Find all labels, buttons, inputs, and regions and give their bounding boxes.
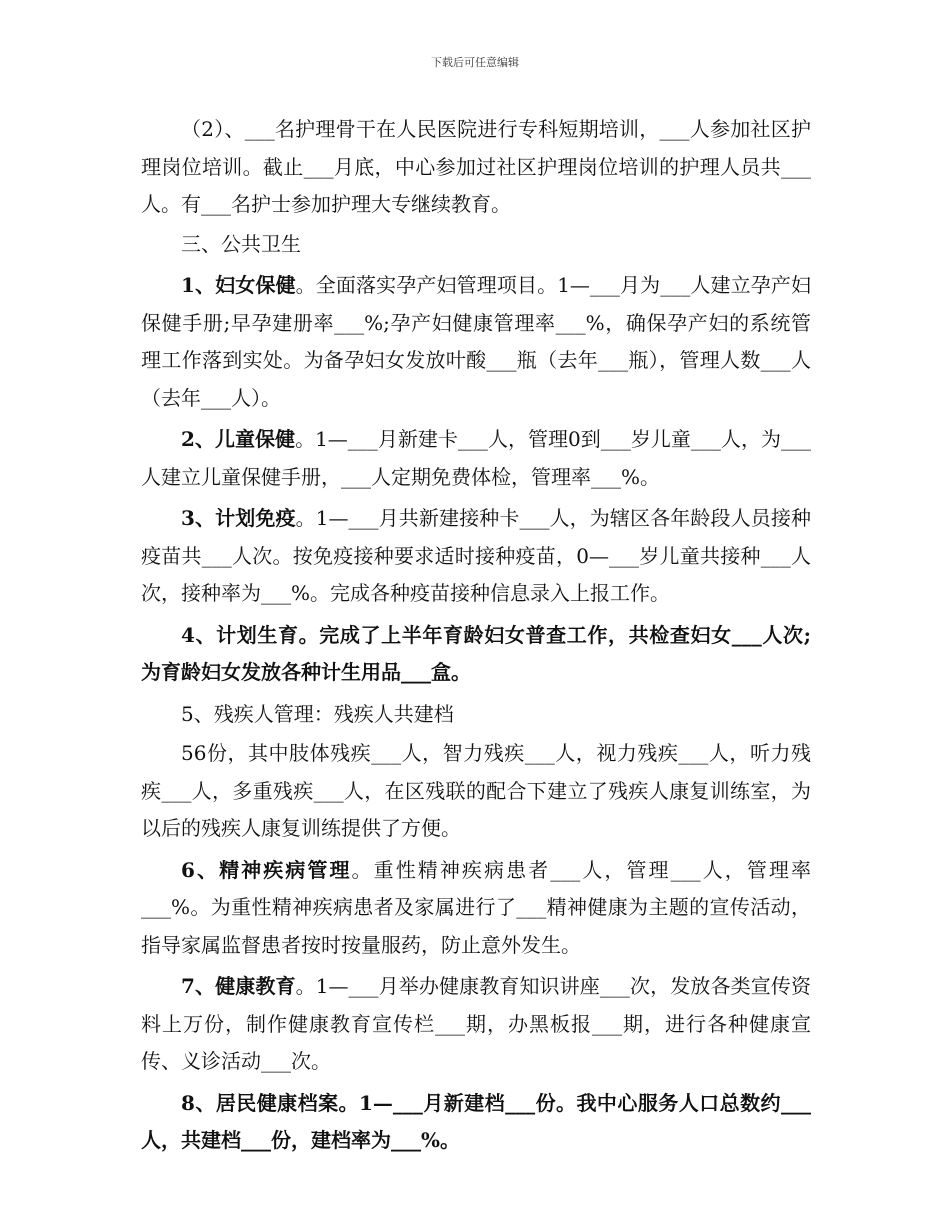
paragraph-text: （2）、___名护理骨干在人民医院进行专科短期培训，___人参加社区护理岗位培训。截止___月底，中心参加过社区护理岗位培训的护理人员共___人。有___名护士参加护理大专继续教育。 — [141, 117, 811, 216]
paragraph-text: 8、居民健康档案。1—___月新建档___份。我中心服务人口总数约___人，共建档___份，建档率为___%。 — [141, 1090, 811, 1152]
paragraph-disability-heading — [141, 696, 811, 734]
paragraph-nursing-training — [141, 111, 811, 224]
paragraph-disability-detail — [141, 735, 811, 848]
page-header: 下载后可任意编辑 — [431, 56, 519, 69]
paragraph-text: 。1—___月共新建接种卡___人，为辖区各年龄段人员接种疫苗共___人次。按免疫接种要求适时接种疫苗，0—___岁儿童共接种___人次，接种率为___%。完成各种疫苗接种信息录入上报工作。 — [141, 506, 811, 605]
paragraph-text: 。全面落实孕产妇管理项目。1—___月为___人建立孕产妇保健手册;早孕建册率___%;孕产妇健康管理率___%，确保孕产妇的系统管理工作落到实处。为备孕妇女发放叶酸___瓶（去年___瓶），管理人数___人（去年___人）。 — [141, 273, 811, 410]
paragraph-women-health — [141, 267, 811, 417]
paragraph-lead: 7、健康教育 — [181, 974, 296, 998]
paragraph-lead: 3、计划免疫 — [181, 506, 296, 530]
paragraph-immunization — [141, 500, 811, 613]
paragraph-text: 。重性精神疾病患者___人，管理___人，管理率___%。为重性精神疾病患者及家属进行了___精神健康为主题的宣传活动，指导家属监督患者按时按量服药，防止意外发生。 — [141, 857, 812, 957]
paragraph-child-health — [141, 421, 811, 496]
paragraph-family-planning — [141, 617, 811, 692]
paragraph-text: 4、计划生育。完成了上半年育龄妇女普查工作，共检查妇女___人次;为育龄妇女发放各种计生用品___盒。 — [141, 622, 811, 684]
paragraph-mental-health — [141, 852, 811, 965]
paragraph-lead: 2、儿童保健 — [181, 427, 296, 451]
paragraph-text: 5、残疾人管理：残疾人共建档 — [181, 701, 454, 726]
paragraph-lead: 1、妇女保健 — [181, 273, 296, 297]
paragraph-health-education — [141, 968, 811, 1081]
paragraph-text: 56份，其中肢体残疾___人，智力残疾___人，视力残疾___人，听力残疾___人，多重残疾___人，在区残联的配合下建立了残疾人康复训练室，为以后的残疾人康复训练提供了方便。 — [141, 741, 811, 840]
heading-text: 三、公共卫生 — [181, 231, 301, 256]
section-heading-public-health — [141, 226, 811, 264]
paragraph-lead: 6、精神疾病管理 — [181, 857, 352, 882]
paragraph-health-records — [141, 1085, 811, 1160]
document-body — [141, 111, 811, 1160]
paragraph-text: 。1—___月新建卡___人，管理0到___岁儿童___人，为___人建立儿童保健手册，___人定期免费体检，管理率___%。 — [141, 427, 811, 489]
paragraph-text: 。1—___月举办健康教育知识讲座___次，发放各类宣传资料上万份，制作健康教育宣传栏___期，办黑板报___期，进行各种健康宣传、义诊活动___次。 — [141, 974, 811, 1073]
